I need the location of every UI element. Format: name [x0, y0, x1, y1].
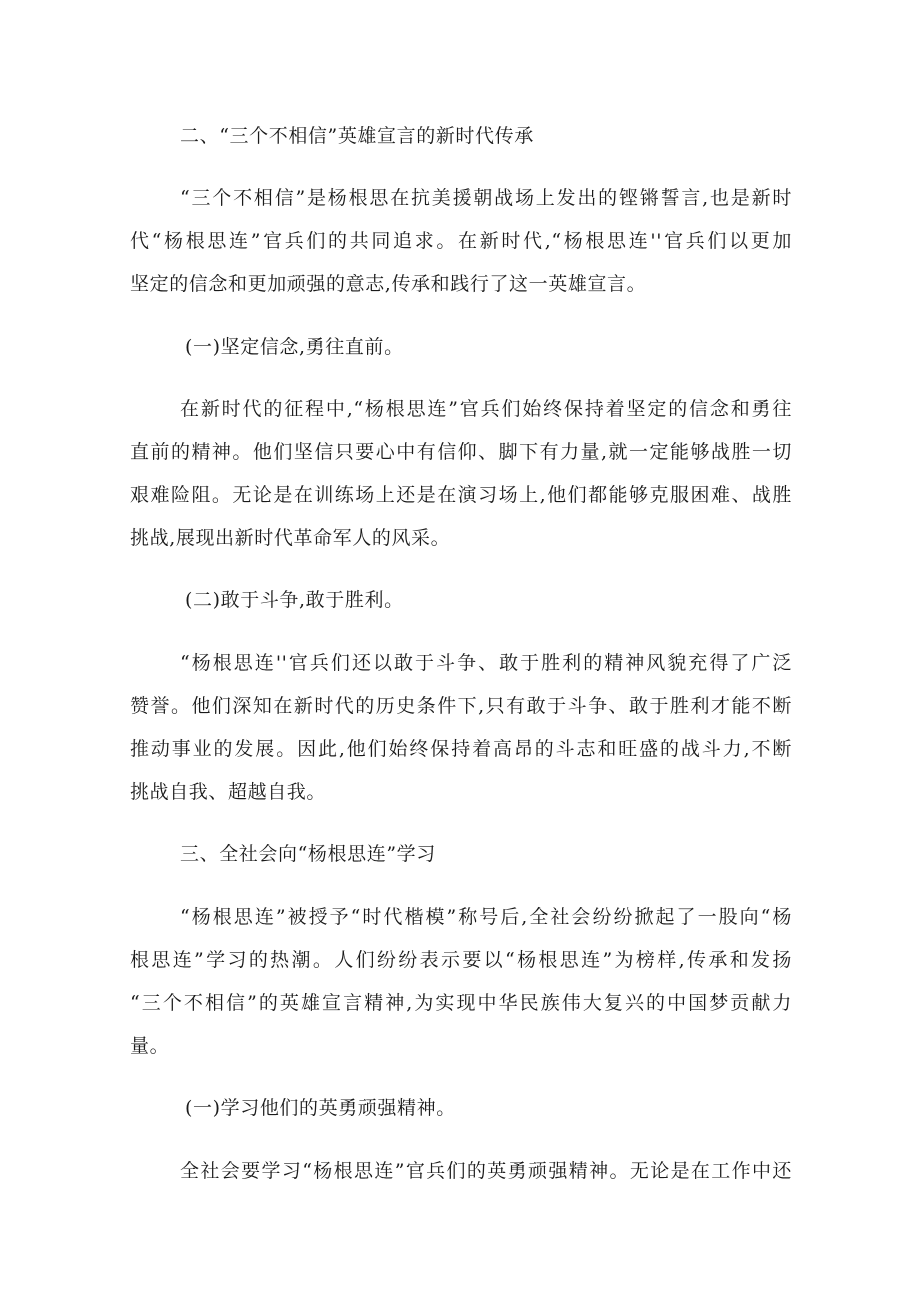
paragraph-line: 直前的精神。他们坚信只要心中有信仰、脚下有力量,就一定能够战胜一切 [130, 441, 792, 463]
paragraph-line: “杨根思连''官兵们还以敢于斗争、敢于胜利的精神风貌充得了广泛 [180, 652, 792, 674]
paragraph-line: 挑战,展现出新时代革命军人的风采。 [130, 527, 451, 549]
paragraph-line: 推动事业的发展。因此,他们始终保持着高昂的斗志和旺盛的战斗力,不断 [130, 738, 792, 760]
paragraph-line: 根思连”学习的热潮。人们纷纷表示要以“杨根思连”为榜样,传承和发扬 [130, 949, 792, 971]
section-heading-2: 二、“三个不相信”英雄宣言的新时代传承 [180, 125, 534, 147]
subsection-heading: (二)敢于斗争,敢于胜利。 [185, 589, 404, 611]
paragraph-line: 量。 [130, 1035, 170, 1057]
paragraph-line: “三个不相信”的英雄宣言精神,为实现中华民族伟大复兴的中国梦贡献力 [130, 992, 792, 1014]
paragraph-line: 全社会要学习“杨根思连”官兵们的英勇顽强精神。无论是在工作中还 [180, 1160, 792, 1182]
paragraph-line: 挑战自我、超越自我。 [130, 781, 327, 803]
paragraph-line: “杨根思连”被授予“时代楷模”称号后,全社会纷纷掀起了一股向“杨 [180, 906, 792, 928]
paragraph-line: 艰难险阻。无论是在训练场上还是在演习场上,他们都能够克服困难、战胜 [130, 484, 792, 506]
paragraph-line: “三个不相信”是杨根思在抗美援朝战场上发出的铿锵誓言,也是新时 [180, 187, 792, 209]
subsection-heading: (一)坚定信念,勇往直前。 [185, 336, 404, 358]
subsection-heading: (一)学习他们的英勇顽强精神。 [185, 1097, 456, 1119]
paragraph-line: 赞誉。他们深知在新时代的历史条件下,只有敢于斗争、敢于胜利才能不断 [130, 695, 792, 717]
paragraph-line: 坚定的信念和更加顽强的意志,传承和践行了这一英雄宣言。 [130, 273, 647, 295]
paragraph-line: 在新时代的征程中,“杨根思连”官兵们始终保持着坚定的信念和勇往 [180, 398, 792, 420]
section-heading-3: 三、全社会向“杨根思连”学习 [180, 843, 436, 865]
paragraph-line: 代“杨根思连”官兵们的共同追求。在新时代,“杨根思连''官兵们以更加 [130, 230, 792, 252]
